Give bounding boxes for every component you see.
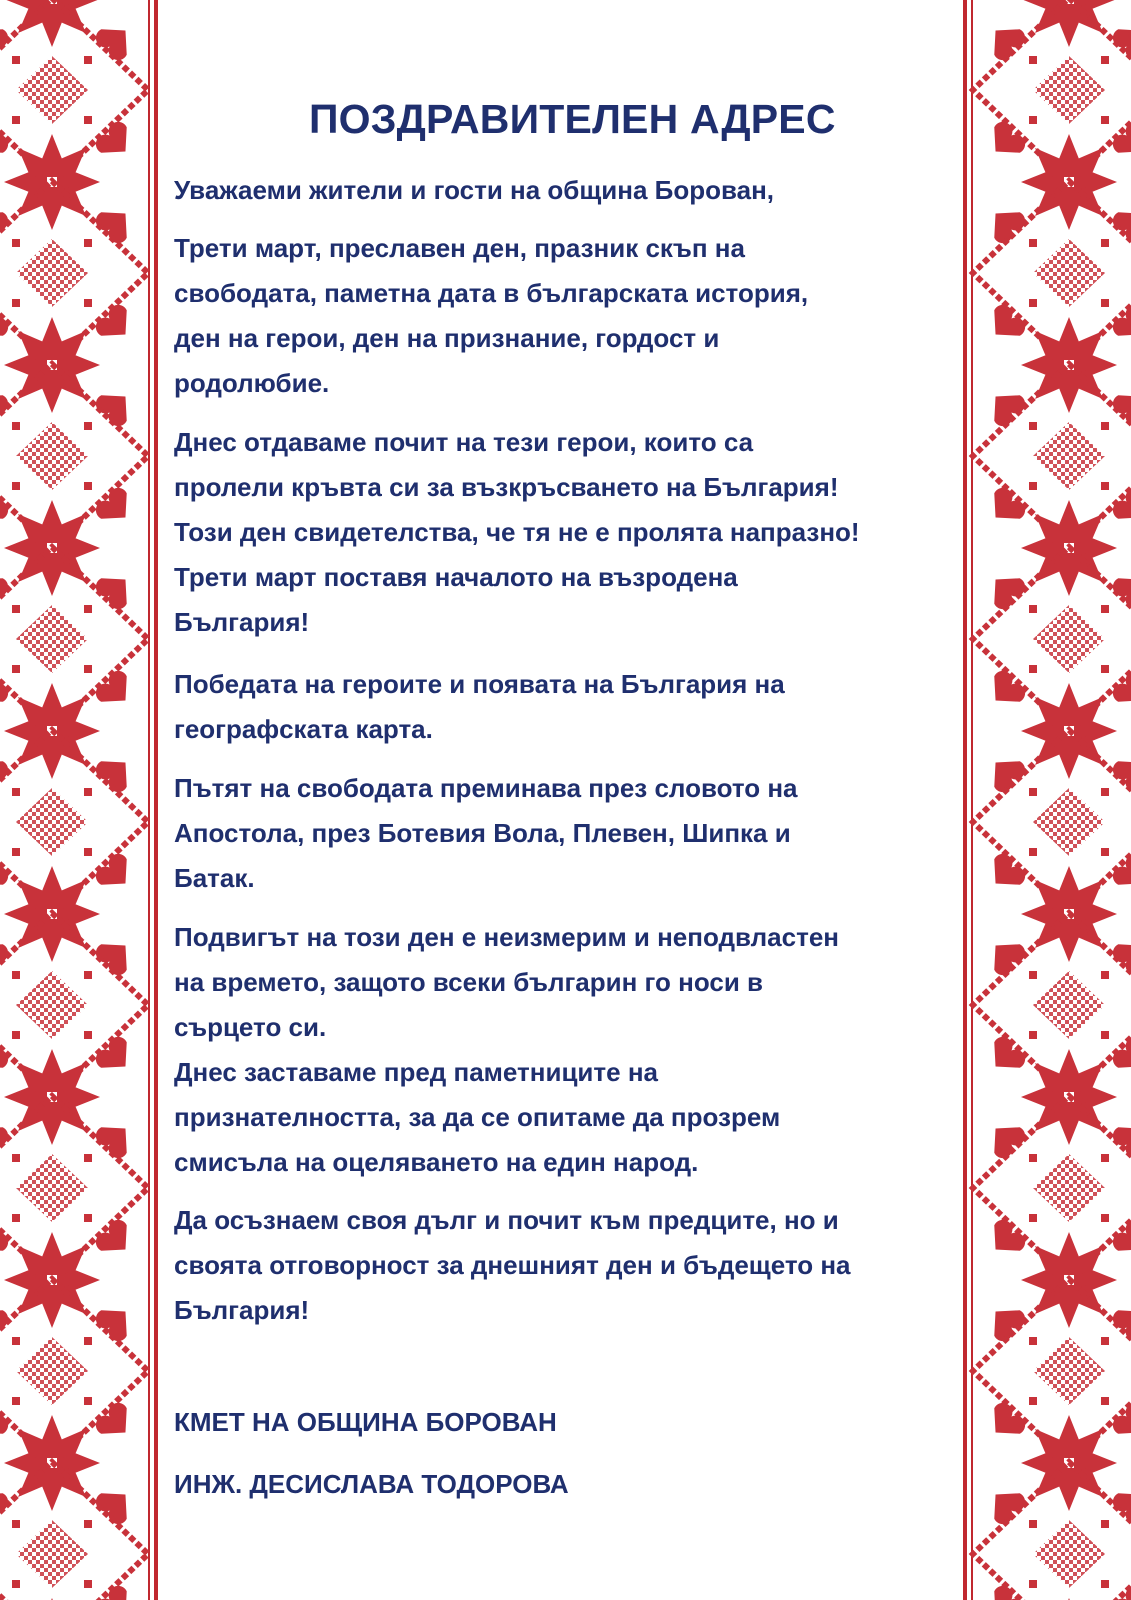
text-line: Днес отдаваме почит на тези герои, които са: [174, 427, 754, 457]
body-paragraph: [174, 662, 944, 752]
body-paragraph: [174, 226, 944, 406]
text-line: Трети март поставя началото на възродена: [174, 562, 738, 592]
text-line: ден на герои, ден на признание, гордост и: [174, 323, 720, 353]
text-line: свободата, паметна дата в българската история,: [174, 278, 809, 308]
text-line: признателността, за да се опитаме да прозрем: [174, 1102, 781, 1132]
greeting-paragraph: [174, 168, 944, 213]
text-line: родолюбие.: [174, 368, 330, 398]
text-line: пролели кръвта си за възкръсването на България!: [174, 472, 839, 502]
right-embroidery-border: [949, 0, 1131, 1600]
body-paragraph: [174, 915, 944, 1185]
text-line: сърцето си.: [174, 1012, 327, 1042]
text-line: Победата на героите и появата на България на: [174, 669, 785, 699]
text-line: Трети март, преславен ден, празник скъп на: [174, 233, 745, 263]
text-line: Уважаеми жители и гости на община Борован,: [174, 175, 775, 205]
text-line: Този ден свидетелства, че тя не е пролята напразно!: [174, 517, 860, 547]
text-line: географската карта.: [174, 714, 433, 744]
text-line: България!: [174, 607, 310, 637]
text-line: своята отговорност за днешният ден и бъдещето на: [174, 1250, 851, 1280]
left-embroidery-border: [0, 0, 172, 1600]
signature-name: ИНЖ. ДЕСИСЛАВА ТОДОРОВА: [174, 1469, 569, 1499]
body-paragraph: [174, 420, 944, 645]
embroidery-pattern: [0, 0, 172, 1600]
text-line: Подвигът на този ден е неизмерим и неподвластен: [174, 922, 839, 952]
body-paragraph: [174, 1198, 944, 1333]
embroidery-pattern: [949, 0, 1131, 1600]
text-line: Пътят на свободата преминава през словото на: [174, 773, 798, 803]
text-line: Батак.: [174, 863, 255, 893]
text-line: на времето, защото всеки българин го носи в: [174, 967, 764, 997]
text-line: Да осъзнаем своя дълг и почит към предците, но и: [174, 1205, 839, 1235]
text-line: България!: [174, 1295, 310, 1325]
body-paragraph: [174, 766, 944, 901]
text-line: Апостола, през Ботевия Вола, Плевен, Шипка и: [174, 818, 791, 848]
text-line: Днес заставаме пред паметниците на: [174, 1057, 658, 1087]
signature-position: КМЕТ НА ОБЩИНА БОРОВАН: [174, 1407, 557, 1437]
text-line: смисъла на оцеляването на един народ.: [174, 1147, 699, 1177]
page-title: ПОЗДРАВИТЕЛЕН АДРЕС: [309, 96, 836, 142]
